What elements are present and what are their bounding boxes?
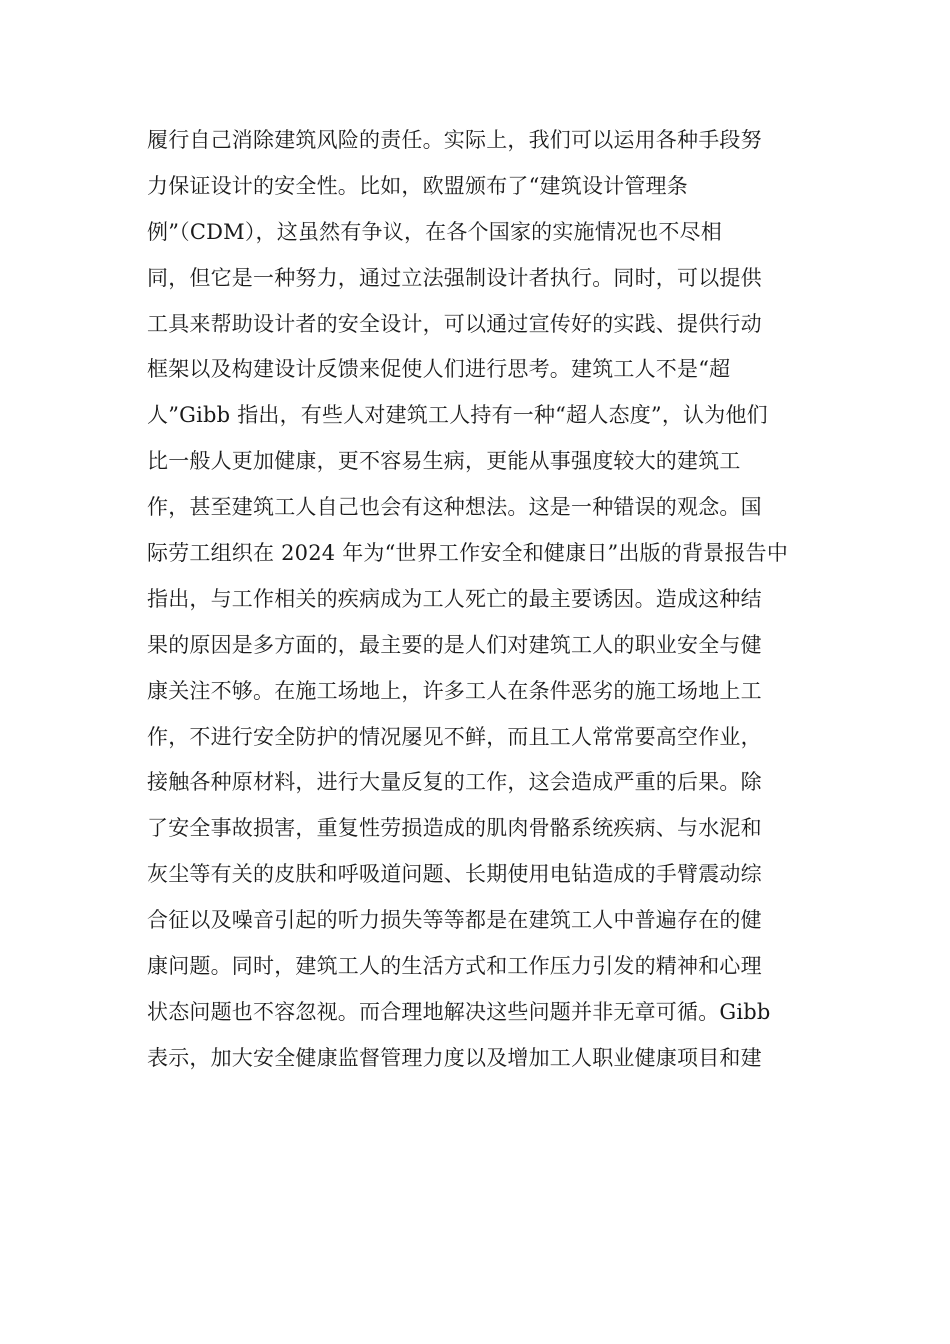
text-line: 康问题。同时，建筑工人的生活方式和工作压力引发的精神和心理 xyxy=(147,954,762,979)
text-line: 框架以及构建设计反馈来促使人们进行思考。建筑工人不是“超 xyxy=(147,357,731,382)
text-line: 灰尘等有关的皮肤和呼吸道问题、长期使用电钻造成的手臂震动综 xyxy=(147,862,762,887)
text-line: 表示，加大安全健康监督管理力度以及增加工人职业健康项目和建 xyxy=(147,1045,762,1070)
text-line: 人”Gibb 指出，有些人对建筑工人持有一种“超人态度”，认为他们 xyxy=(147,403,768,428)
text-line: 合征以及噪音引起的听力损失等等都是在建筑工人中普遍存在的健 xyxy=(147,908,762,933)
text-line: 了安全事故损害，重复性劳损造成的肌肉骨骼系统疾病、与水泥和 xyxy=(147,816,762,841)
text-line: 作，不进行安全防护的情况屡见不鲜，而且工人常常要高空作业， xyxy=(147,724,762,749)
body-text xyxy=(147,118,827,1082)
text-line: 接触各种原材料，进行大量反复的工作，这会造成严重的后果。除 xyxy=(147,770,762,795)
text-line: 工具来帮助设计者的安全设计，可以通过宣传好的实践、提供行动 xyxy=(147,311,762,336)
text-line: 果的原因是多方面的，最主要的是人们对建筑工人的职业安全与健 xyxy=(147,632,762,657)
text-line: 力保证设计的安全性。比如，欧盟颁布了“建筑设计管理条 xyxy=(147,173,688,198)
text-line: 同，但它是一种努力，通过立法强制设计者执行。同时，可以提供 xyxy=(147,265,762,290)
text-line: 履行自己消除建筑风险的责任。实际上，我们可以运用各种手段努 xyxy=(147,128,762,152)
text-line: 际劳工组织在 2024 年为“世界工作安全和健康日”出版的背景报告中 xyxy=(147,541,789,566)
text-line: 比一般人更加健康，更不容易生病，更能从事强度较大的建筑工 xyxy=(147,449,741,474)
text-line: 指出，与工作相关的疾病成为工人死亡的最主要诱因。造成这种结 xyxy=(147,586,762,611)
text-line: 作，甚至建筑工人自己也会有这种想法。这是一种错误的观念。国 xyxy=(147,495,762,520)
text-line: 康关注不够。在施工场地上，许多工人在条件恶劣的施工场地上工 xyxy=(147,678,762,703)
text-line: 例”（CDM），这虽然有争议，在各个国家的实施情况也不尽相 xyxy=(147,219,722,244)
text-line: 状态问题也不容忽视。而合理地解决这些问题并非无章可循。Gibb xyxy=(147,999,771,1024)
